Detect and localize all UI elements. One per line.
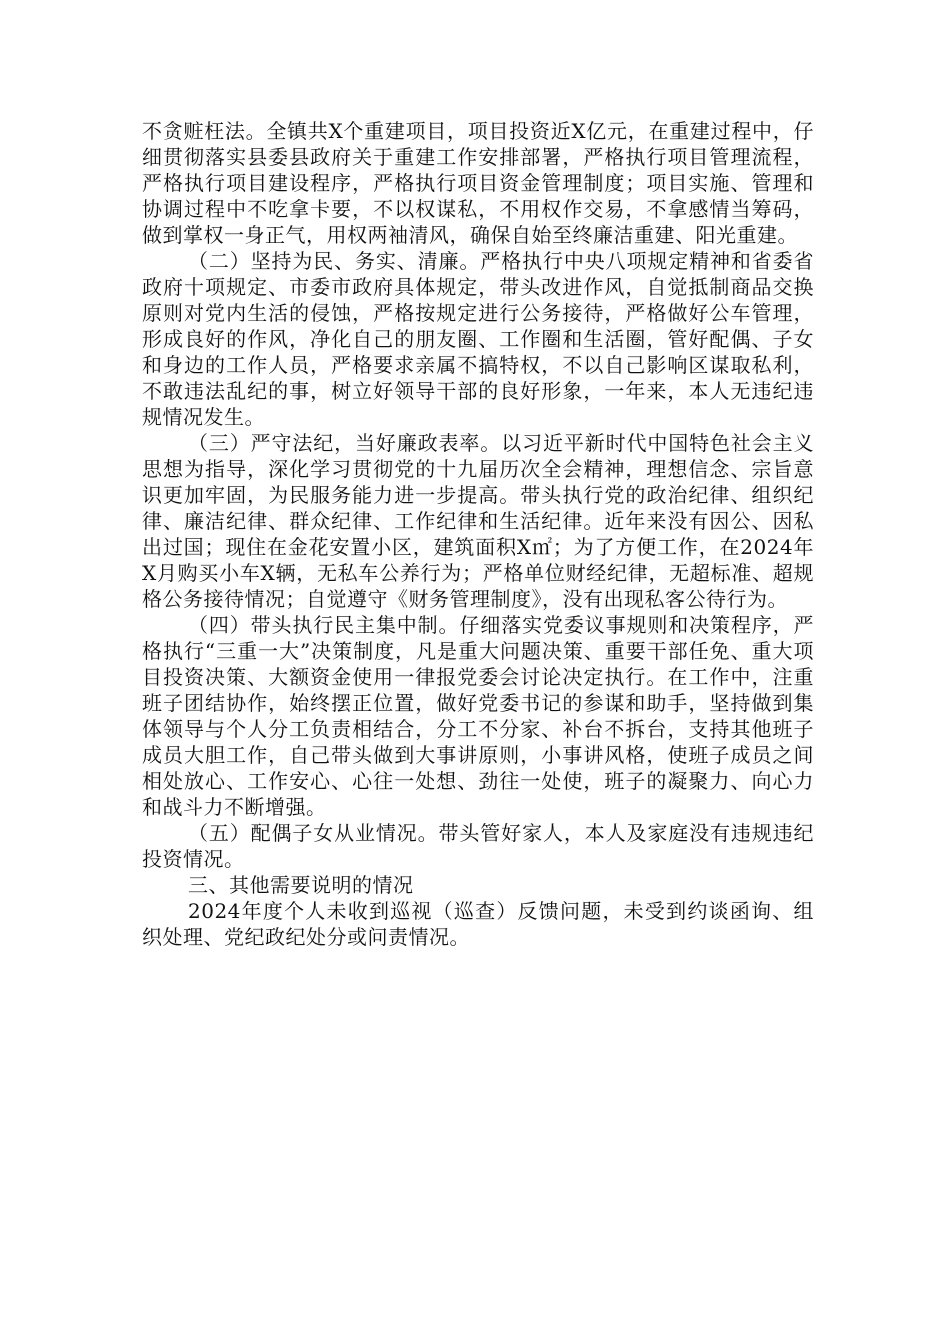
document-body	[142, 118, 814, 950]
paragraph-section-four: （四）带头执行民主集中制。仔细落实党委议事规则和决策程序，严格执行“三重一大”决策制度，凡是重大问题决策、重要干部任免、重大项目投资决策、大额资金使用一律报党委会讨论决定执行。在工作中，注重班子团结协作，始终摆正位置，做好党委书记的参谋和助手，坚持做到集体领导与个人分工负责相结合，分工不分家、补台不拆台，支持其他班子成员大胆工作，自己带头做到大事讲原则，小事讲风格，使班子成员之间相处放心、工作安心、心往一处想、劲往一处使，班子的凝聚力、向心力和战斗力不断增强。	[142, 613, 814, 819]
paragraph-section-three: （三）严守法纪，当好廉政表率。以习近平新时代中国特色社会主义思想为指导，深化学习贯彻党的十九届历次全会精神，理想信念、宗旨意识更加牢固，为民服务能力进一步提高。带头执行党的政治纪律、组织纪律、廉洁纪律、群众纪律、工作纪律和生活纪律。近年来没有因公、因私出过国；现住在金花安置小区，建筑面积X㎡；为了方便工作，在2024年X月购买小车X辆，无私车公养行为；严格单位财经纪律，无超标准、超规格公务接待情况；自觉遵守《财务管理制度》，没有出现私客公待行为。	[142, 431, 814, 611]
paragraph-section-five: （五）配偶子女从业情况。带头管好家人，本人及家庭没有违规违纪投资情况。	[142, 821, 814, 871]
heading-other-matters: 三、其他需要说明的情况	[188, 873, 414, 897]
paragraph-section-two: （二）坚持为民、务实、清廉。严格执行中央八项规定精神和省委省政府十项规定、市委市政府具体规定，带头改进作风，自觉抵制商品交换原则对党内生活的侵蚀，严格按规定进行公务接待，严格做好公车管理，形成良好的作风，净化自己的朋友圈、工作圈和生活圈，管好配偶、子女和身边的工作人员，严格要求亲属不搞特权，不以自己影响区谋取私利，不敢违法乱纪的事，树立好领导干部的良好形象，一年来，本人无违纪违规情况发生。	[142, 249, 814, 429]
paragraph-other-matters: 2024年度个人未收到巡视（巡查）反馈问题，未受到约谈函询、组织处理、党纪政纪处分或问责情况。	[142, 899, 814, 949]
paragraph-reconstruction-integrity: 不贪赃枉法。全镇共X个重建项目，项目投资近X亿元，在重建过程中，仔细贯彻落实县委县政府关于重建工作安排部署，严格执行项目管理流程，严格执行项目建设程序，严格执行项目资金管理制度；项目实施、管理和协调过程中不吃拿卡要，不以权谋私，不用权作交易，不拿感情当筹码，做到掌权一身正气，用权两袖清风，确保自始至终廉洁重建、阳光重建。	[142, 119, 814, 247]
